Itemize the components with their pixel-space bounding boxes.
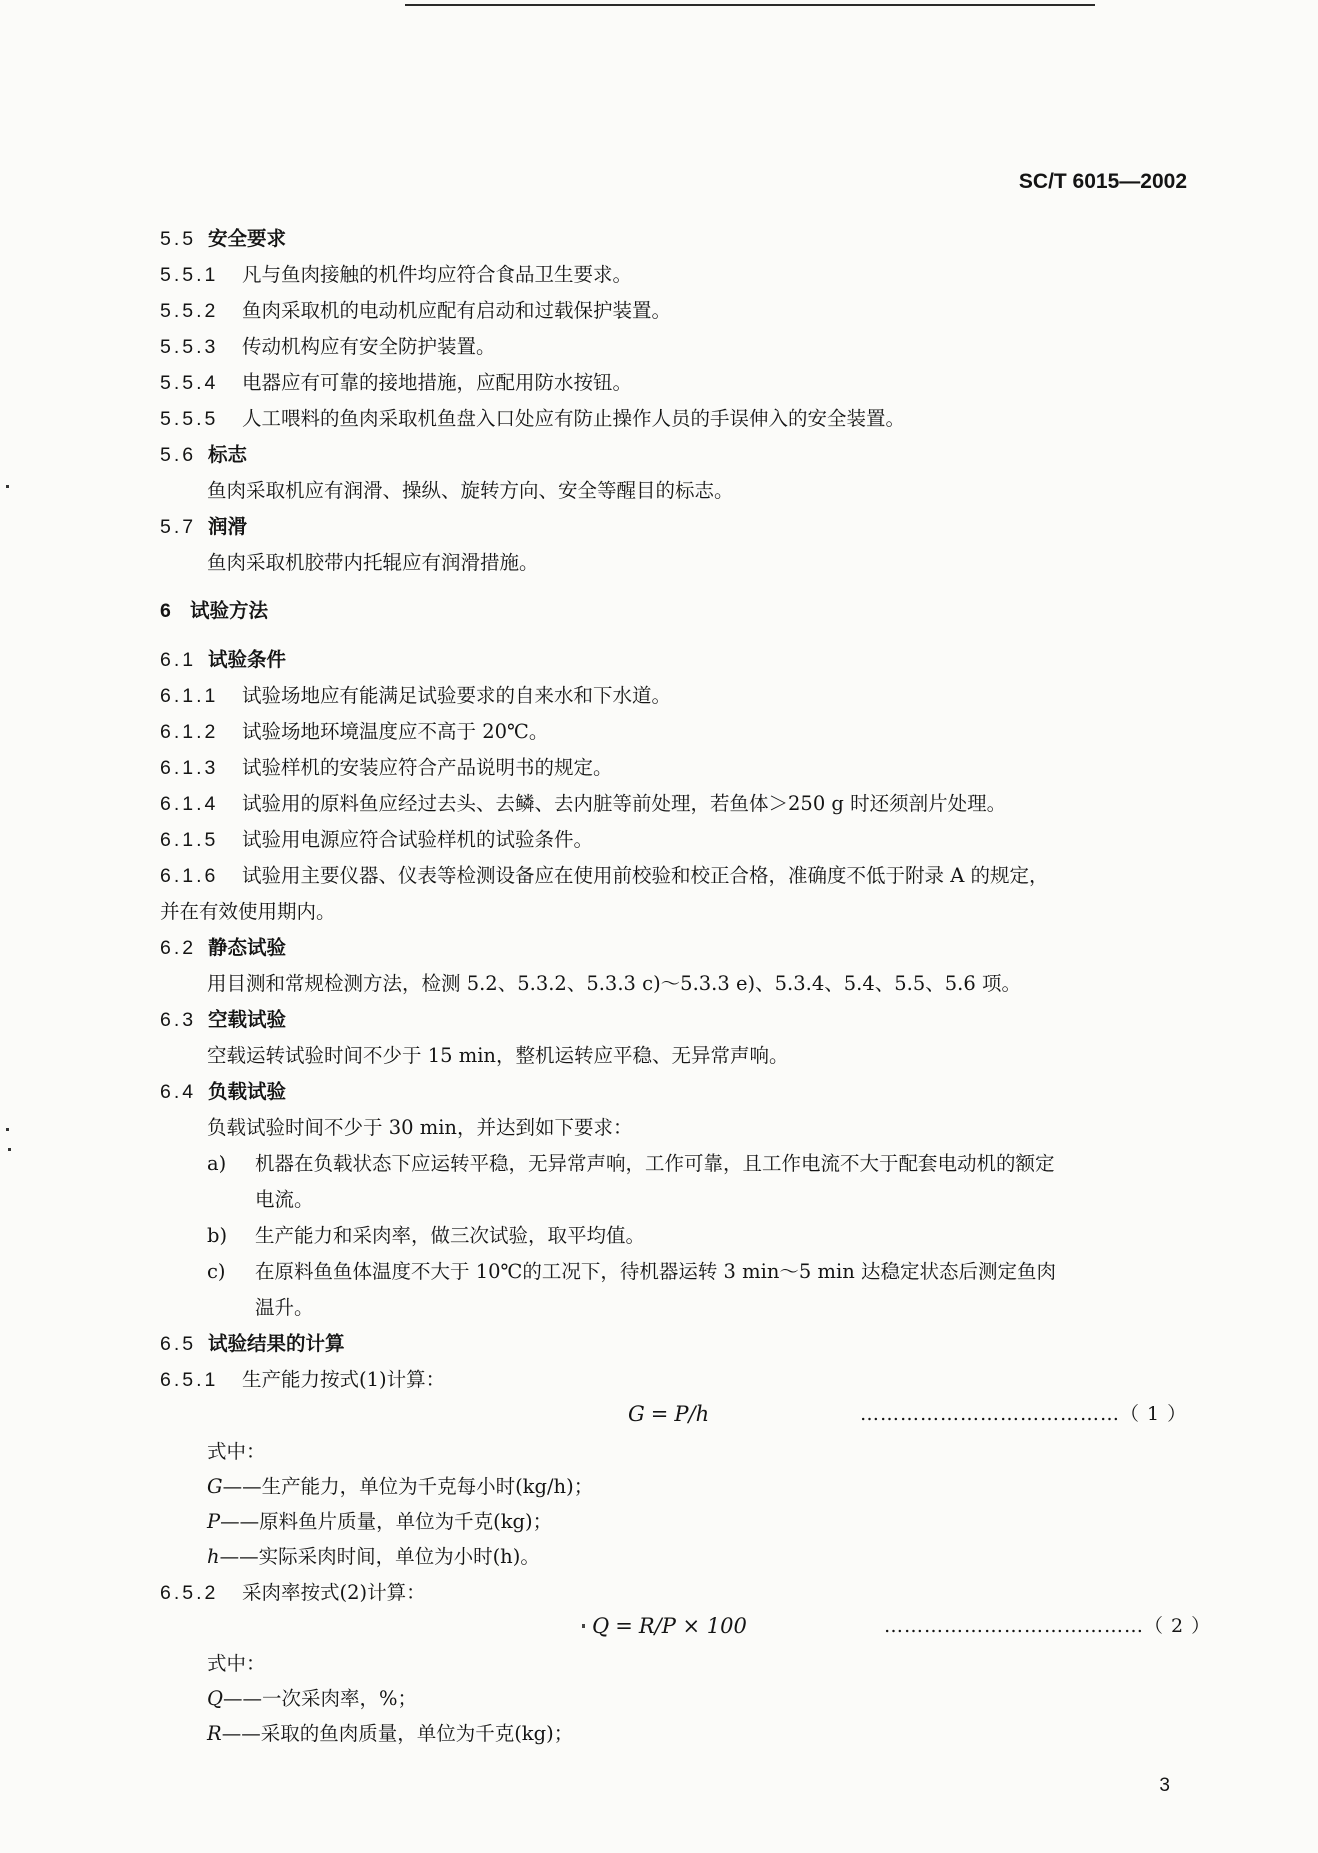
scan-mark	[8, 1148, 11, 1151]
clause	[160, 866, 1048, 887]
clause-text: 生产能力按式(1)计算：	[242, 1368, 446, 1391]
clause	[160, 794, 1006, 815]
clause-number: 5.5.1	[160, 264, 219, 286]
list-continuation: 电流。	[255, 1188, 314, 1211]
paragraph: 鱼肉采取机胶带内托辊应有润滑措施。	[207, 551, 539, 574]
section-title: 安全要求	[208, 227, 287, 250]
formula-lhs: G	[628, 1402, 645, 1426]
clause	[160, 686, 671, 707]
list-marker: c)	[207, 1260, 226, 1283]
page-number: 3	[1159, 1775, 1170, 1796]
list-text: 机器在负载状态下应运转平稳，无异常声响，工作可靠，且工作电流不大于配套电动机的额定	[255, 1152, 1055, 1175]
section-number: 6.3	[160, 1009, 197, 1031]
clause-number: 5.5.3	[160, 336, 219, 358]
variable-symbol: R	[207, 1722, 222, 1745]
clause-text: 试验样机的安装应符合产品说明书的规定。	[242, 756, 613, 779]
variable-description: ——采取的鱼肉质量，单位为千克(kg)；	[221, 1722, 574, 1745]
section-title: 负载试验	[208, 1080, 287, 1103]
paragraph: 负载试验时间不少于 30 min，并达到如下要求：	[207, 1116, 633, 1139]
equation-number: …………………………………（ 2 ）	[884, 1615, 1212, 1637]
where-label: 式中：	[207, 1652, 266, 1675]
clause	[160, 265, 632, 286]
clause-text: 鱼肉采取机的电动机应配有启动和过载保护装置。	[242, 299, 672, 322]
clause	[160, 1370, 445, 1391]
variable-definition	[207, 1724, 573, 1744]
clause-number: 6.1.4	[160, 793, 219, 815]
clause	[160, 409, 905, 430]
section-heading	[160, 1010, 286, 1031]
section-title: 空载试验	[208, 1008, 287, 1031]
clause	[160, 830, 593, 851]
variable-symbol: h	[207, 1545, 220, 1568]
list-marker: b)	[207, 1224, 228, 1247]
list-item	[207, 1226, 645, 1246]
scan-mark	[6, 485, 9, 488]
clause-text: 传动机构应有安全防护装置。	[242, 335, 496, 358]
variable-description: ——原料鱼片质量，单位为千克(kg)；	[220, 1510, 553, 1533]
clause-number: 6.5.2	[160, 1582, 219, 1604]
section-number: 5.6	[160, 444, 197, 466]
variable-symbol: P	[207, 1510, 221, 1533]
formula-rhs: R/P × 100	[638, 1614, 747, 1638]
scan-mark	[6, 1128, 9, 1131]
clause-text: 采肉率按式(2)计算：	[242, 1581, 426, 1604]
equation-number: …………………………………（ 1 ）	[860, 1403, 1188, 1425]
section-number: 6.5	[160, 1333, 197, 1355]
section-heading	[160, 1334, 345, 1355]
list-continuation: 温升。	[255, 1296, 314, 1319]
section-heading	[160, 650, 286, 671]
clause-number: 6.1.6	[160, 865, 219, 887]
section-title: 试验结果的计算	[208, 1332, 345, 1355]
variable-description: ——生产能力，单位为千克每小时(kg/h)；	[222, 1475, 594, 1498]
variable-definition	[207, 1689, 417, 1709]
clause-text: 试验用的原料鱼应经过去头、去鳞、去内脏等前处理，若鱼体＞250 g 时还须剖片处理。	[242, 792, 1007, 815]
clause-text: 试验用电源应符合试验样机的试验条件。	[242, 828, 594, 851]
clause-text: 电器应有可靠的接地措施，应配用防水按钮。	[242, 371, 633, 394]
section-heading	[160, 938, 286, 959]
paragraph: 鱼肉采取机应有润滑、操纵、旋转方向、安全等醒目的标志。	[207, 479, 734, 502]
document-code: SC/T 6015—2002	[1018, 170, 1187, 193]
variable-symbol: Q	[207, 1687, 223, 1710]
formula-2	[592, 1616, 747, 1637]
list-item	[207, 1154, 1055, 1174]
clause-number: 6.1.1	[160, 685, 219, 707]
formula-1	[628, 1404, 709, 1425]
where-label: 式中：	[207, 1440, 266, 1463]
section-heading	[160, 1082, 286, 1103]
chapter-title: 试验方法	[190, 599, 269, 622]
section-title: 静态试验	[208, 936, 287, 959]
chapter-number: 6	[160, 600, 174, 622]
section-title: 润滑	[208, 515, 248, 538]
clause-text: 试验用主要仪器、仪表等检测设备应在使用前校验和校正合格，准确度不低于附录 A 的规定，	[242, 864, 1049, 887]
clause-number: 5.5.4	[160, 372, 219, 394]
clause-text: 人工喂料的鱼肉采取机鱼盘入口处应有防止操作人员的手误伸入的安全装置。	[242, 407, 906, 430]
section-number: 6.1	[160, 649, 197, 671]
formula-rhs: P/h	[674, 1402, 710, 1426]
list-text: 在原料鱼鱼体温度不大于 10℃的工况下，待机器运转 3 min～5 min 达稳定状态后测定鱼肉	[255, 1260, 1057, 1283]
variable-description: ——一次采肉率，%；	[223, 1687, 418, 1710]
clause	[160, 337, 496, 358]
clause-text: 凡与鱼肉接触的机件均应符合食品卫生要求。	[242, 263, 633, 286]
clause-text: 试验场地应有能满足试验要求的自来水和下水道。	[242, 684, 672, 707]
clause	[160, 722, 548, 743]
clause-text: 试验场地环境温度应不高于 20℃。	[242, 720, 549, 743]
variable-definition	[207, 1512, 552, 1532]
variable-definition	[207, 1477, 593, 1497]
clause-number: 6.1.2	[160, 721, 219, 743]
list-item	[207, 1262, 1056, 1282]
formula-equals: =	[650, 1402, 669, 1426]
paragraph: 空载运转试验时间不少于 15 min，整机运转应平稳、无异常声响。	[207, 1044, 789, 1067]
section-title: 标志	[208, 443, 248, 466]
section-heading	[160, 445, 247, 466]
section-title: 试验条件	[208, 648, 287, 671]
clause-number: 5.5.5	[160, 408, 219, 430]
clause	[160, 373, 632, 394]
list-marker: a)	[207, 1152, 227, 1175]
clause-number: 6.1.5	[160, 829, 219, 851]
clause-continuation: 并在有效使用期内。	[160, 900, 336, 923]
variable-definition	[207, 1547, 540, 1567]
formula-equals: =	[615, 1614, 633, 1638]
clause	[160, 301, 671, 322]
section-number: 5.7	[160, 516, 197, 538]
clause-number: 6.1.3	[160, 757, 219, 779]
section-heading	[160, 229, 286, 250]
list-text: 生产能力和采肉率，做三次试验，取平均值。	[255, 1224, 646, 1247]
chapter-heading	[160, 601, 268, 622]
scan-speck	[582, 1624, 585, 1628]
clause	[160, 758, 613, 779]
clause	[160, 1583, 426, 1604]
clause-number: 6.5.1	[160, 1369, 219, 1391]
paragraph: 用目测和常规检测方法，检测 5.2、5.3.2、5.3.3 c)～5.3.3 e)、5.3.4、5.4、5.5、5.6 项。	[207, 972, 1021, 995]
variable-symbol: G	[207, 1475, 223, 1498]
section-number: 5.5	[160, 228, 197, 250]
section-number: 6.4	[160, 1081, 197, 1103]
formula-lhs: Q	[592, 1614, 610, 1638]
clause-number: 5.5.2	[160, 300, 219, 322]
section-heading	[160, 517, 247, 538]
variable-description: ——实际采肉时间，单位为小时(h)。	[219, 1545, 540, 1568]
top-rule	[405, 4, 1095, 6]
section-number: 6.2	[160, 937, 197, 959]
